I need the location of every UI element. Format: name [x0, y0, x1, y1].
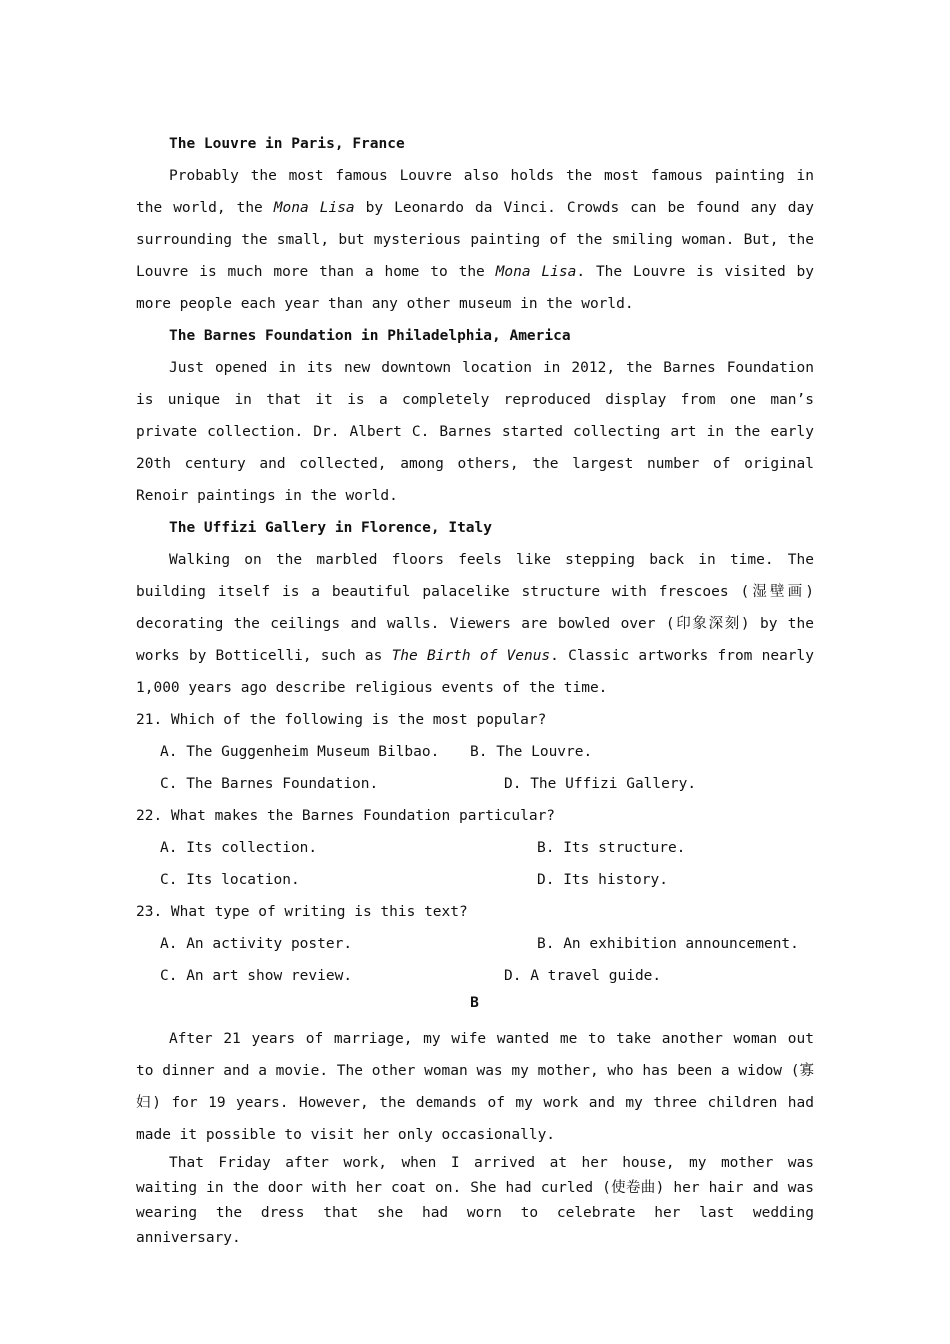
- option-row: [136, 768, 814, 800]
- option-row: [136, 960, 814, 992]
- question-23: 23. What type of writing is this text?: [136, 904, 468, 920]
- option-row: [136, 864, 814, 896]
- option-row: [136, 832, 814, 864]
- artwork-title: Mona Lisa: [495, 264, 577, 280]
- passage-b-paragraph-1: After 21 years of marriage, my wife wanted me to take another woman out to dinner and a movie. The other woman was my mother, who has been a widow (寡妇) for 19 years. However, the demands of my work and my three children had made it possible to visit her only occasionally.: [136, 1031, 814, 1143]
- artwork-title: The Birth of Venus: [391, 648, 551, 664]
- option-21-b: B. The Louvre.: [470, 744, 593, 760]
- option-23-b: B. An exhibition announcement.: [537, 936, 799, 952]
- option-22-c: C. Its location.: [160, 872, 300, 888]
- passage-b-paragraph-2: That Friday after work, when I arrived at her house, my mother was waiting in the door with her coat on. She had curled (使卷曲) her hair and was wearing the dress that she had worn to celebrate her last wedding anniversary.: [136, 1155, 814, 1246]
- option-21-c: C. The Barnes Foundation.: [160, 776, 379, 792]
- option-21-d: D. The Uffizi Gallery.: [504, 776, 697, 792]
- section-paragraph-louvre: Probably the most famous Louvre also holds the most famous painting in the world, the Mona Lisa by Leonardo da Vinci. Crowds can be found any day surrounding the small, but mysterious painting of the smiling woman. But, the Louvre is much more than a home to the Mona Lisa. The Louvre is visited by more people each year than any other museum in the world.: [136, 168, 814, 312]
- question-21: 21. Which of the following is the most popular?: [136, 712, 547, 728]
- option-23-c: C. An art show review.: [160, 968, 353, 984]
- option-22-d: D. Its history.: [537, 872, 668, 888]
- option-row: [136, 928, 814, 960]
- artwork-title: Mona Lisa: [273, 200, 355, 216]
- option-21-a: A. The Guggenheim Museum Bilbao.: [160, 744, 440, 760]
- section-heading-uffizi: The Uffizi Gallery in Florence, Italy: [169, 520, 493, 536]
- option-23-a: A. An activity poster.: [160, 936, 353, 952]
- question-22: 22. What makes the Barnes Foundation particular?: [136, 808, 556, 824]
- section-heading-louvre: The Louvre in Paris, France: [169, 136, 405, 152]
- option-22-b: B. Its structure.: [537, 840, 686, 856]
- section-paragraph-barnes: Just opened in its new downtown location in 2012, the Barnes Foundation is unique in that it is a completely reproduced display from one man’s private collection. Dr. Albert C. Barnes started collecting art in the early 20th century and collected, among others, the largest number of original Renoir paintings in the world.: [136, 360, 814, 504]
- section-heading-barnes: The Barnes Foundation in Philadelphia, America: [169, 328, 571, 344]
- section-paragraph-uffizi: Walking on the marbled floors feels like stepping back in time. The building itself is a beautiful palacelike structure with frescoes (湿壁画) decorating the ceilings and walls. Viewers are bowled over (印象深刻) by the works by Botticelli, such as The Birth of Venus. Classic artworks from nearly 1,000 years ago describe religious events of the time.: [136, 552, 814, 696]
- document-page: [136, 128, 814, 1251]
- option-22-a: A. Its collection.: [160, 840, 318, 856]
- option-23-d: D. A travel guide.: [504, 968, 662, 984]
- passage-b-label: B: [470, 995, 479, 1011]
- option-row: [136, 736, 814, 768]
